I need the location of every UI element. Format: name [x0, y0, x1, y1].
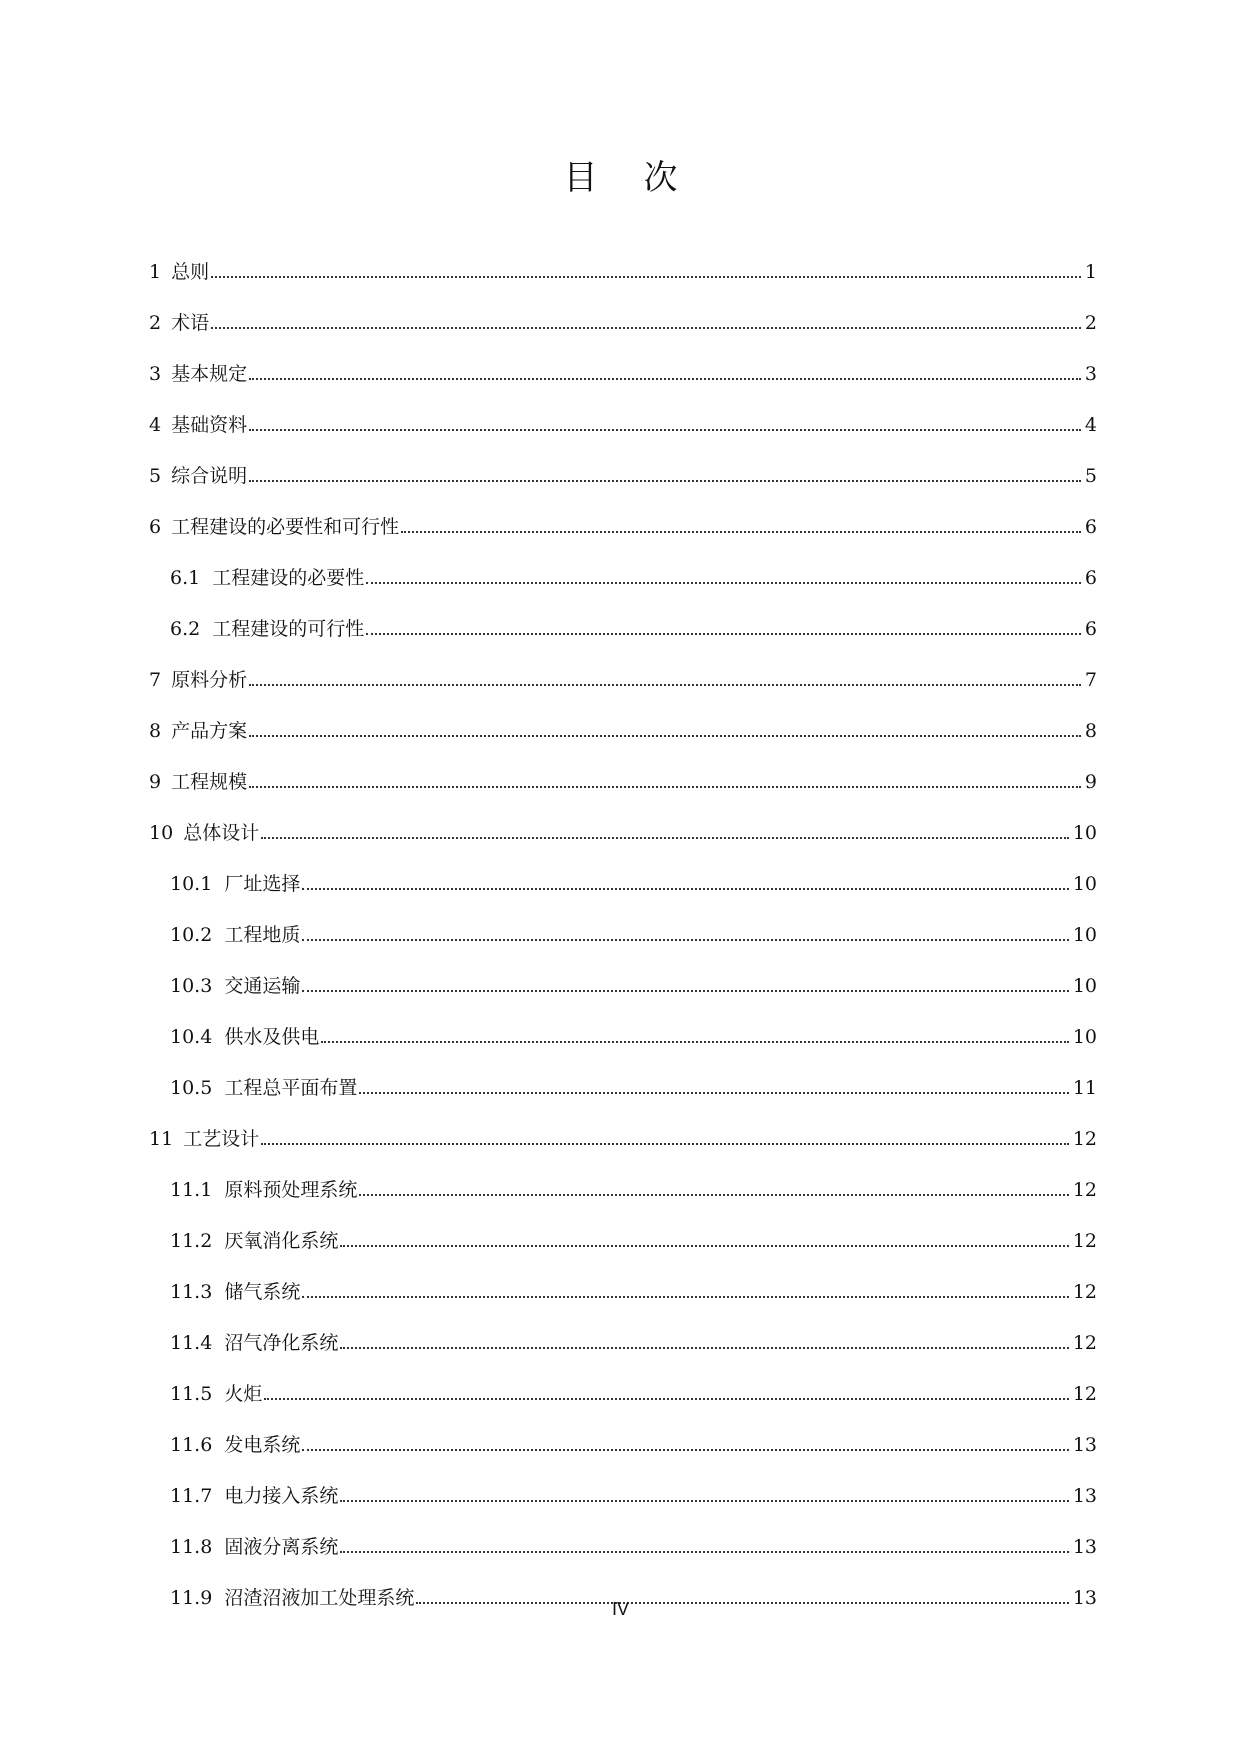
- toc-entry[interactable]: [149, 1048, 1097, 1099]
- toc-dot-leader: [401, 530, 1081, 533]
- toc-entry-title: 原料预处理系统: [224, 1179, 358, 1201]
- toc-dot-leader: [211, 326, 1081, 329]
- toc-entry-page: 10: [1072, 822, 1097, 844]
- toc-entry-number: 11.3: [170, 1281, 213, 1303]
- toc-entry-number: 3: [149, 363, 162, 385]
- toc-entry-title: 总体设计: [183, 822, 260, 844]
- toc-entry-page: 12: [1072, 1332, 1097, 1354]
- toc-entry-page: 12: [1072, 1179, 1097, 1201]
- toc-entry-page: 13: [1072, 1587, 1097, 1609]
- toc-entry-page: 12: [1072, 1281, 1097, 1303]
- toc-entry-number: 11: [149, 1128, 174, 1150]
- toc-entry-page: 6: [1084, 618, 1097, 640]
- toc-entry-title: 术语: [171, 312, 210, 334]
- toc-entry-number: 4: [149, 414, 162, 436]
- toc-entry-page: 10: [1072, 873, 1097, 895]
- toc-entry[interactable]: [149, 895, 1097, 946]
- toc-dot-leader: [340, 1244, 1068, 1247]
- toc-entry-number: 10: [149, 822, 174, 844]
- toc-dot-leader: [264, 1397, 1068, 1400]
- toc-entry-title: 工程规模: [171, 771, 248, 793]
- toc-entry[interactable]: [149, 385, 1097, 436]
- toc-entry-page: 8: [1084, 720, 1097, 742]
- toc-entry-title: 厂址选择: [224, 873, 301, 895]
- toc-entry[interactable]: [149, 1354, 1097, 1405]
- toc-entry-number: 11.4: [170, 1332, 213, 1354]
- toc-entry[interactable]: [149, 1201, 1097, 1252]
- toc-entry[interactable]: [149, 1456, 1097, 1507]
- toc-entry[interactable]: [149, 487, 1097, 538]
- toc-entry-number: 10.1: [170, 873, 213, 895]
- toc-entry-title: 储气系统: [224, 1281, 301, 1303]
- toc-entry-number: 6.2: [170, 618, 201, 640]
- toc-entry-number: 6: [149, 516, 162, 538]
- toc-dot-leader: [302, 887, 1068, 890]
- toc-entry[interactable]: [149, 1099, 1097, 1150]
- toc-entry[interactable]: [149, 1150, 1097, 1201]
- toc-entry-page: 4: [1084, 414, 1097, 436]
- toc-entry[interactable]: [149, 232, 1097, 283]
- toc-entry[interactable]: [149, 1405, 1097, 1456]
- toc-entry-title: 供水及供电: [224, 1026, 320, 1048]
- toc-entry-number: 11.1: [170, 1179, 213, 1201]
- toc-entry-page: 13: [1072, 1485, 1097, 1507]
- toc-entry-page: 3: [1084, 363, 1097, 385]
- toc-dot-leader: [249, 428, 1081, 431]
- toc-dot-leader: [340, 1346, 1068, 1349]
- toc-entry-page: 12: [1072, 1230, 1097, 1252]
- toc-dot-leader: [249, 785, 1081, 788]
- toc-dot-leader: [340, 1550, 1068, 1553]
- toc-entry[interactable]: [149, 844, 1097, 895]
- toc-entry-title: 原料分析: [171, 669, 248, 691]
- toc-entry[interactable]: [149, 1252, 1097, 1303]
- toc-entry[interactable]: [149, 283, 1097, 334]
- toc-entry-number: 10.2: [170, 924, 213, 946]
- toc-dot-leader: [302, 989, 1068, 992]
- toc-entry-title: 工程建设的必要性: [212, 567, 365, 589]
- toc-entry-page: 1: [1084, 261, 1097, 283]
- page-number: IV: [611, 1599, 629, 1619]
- toc-dot-leader: [340, 1499, 1068, 1502]
- toc-entry-title: 基础资料: [171, 414, 248, 436]
- toc-dot-leader: [366, 632, 1081, 635]
- toc-entry-page: 5: [1084, 465, 1097, 487]
- toc-dot-leader: [249, 683, 1081, 686]
- toc-dot-leader: [261, 836, 1069, 839]
- toc-entry-number: 2: [149, 312, 162, 334]
- toc-dot-leader: [359, 1193, 1068, 1196]
- toc-entry[interactable]: [149, 334, 1097, 385]
- toc-entry-number: 5: [149, 465, 162, 487]
- toc-entry[interactable]: [149, 1507, 1097, 1558]
- page-title-char-2: 次: [643, 158, 678, 198]
- toc-entry-number: 7: [149, 669, 162, 691]
- toc-entry-title: 产品方案: [171, 720, 248, 742]
- toc-entry-page: 13: [1072, 1536, 1097, 1558]
- toc-dot-leader: [302, 938, 1068, 941]
- toc-entry[interactable]: [149, 640, 1097, 691]
- toc-entry-page: 7: [1084, 669, 1097, 691]
- toc-entry[interactable]: [149, 436, 1097, 487]
- toc-entry-page: 11: [1072, 1077, 1097, 1099]
- toc-entry-title: 交通运输: [224, 975, 301, 997]
- toc-dot-leader: [366, 581, 1081, 584]
- toc-entry[interactable]: [149, 946, 1097, 997]
- page-title-char-1: 目: [563, 158, 598, 198]
- toc-entry-title: 沼渣沼液加工处理系统: [224, 1587, 415, 1609]
- toc-entry[interactable]: [149, 793, 1097, 844]
- toc-entry-page: 10: [1072, 975, 1097, 997]
- toc-dot-leader: [249, 377, 1081, 380]
- toc-entry-number: 9: [149, 771, 162, 793]
- page-title: [0, 158, 1241, 198]
- toc-entry-title: 工程地质: [224, 924, 301, 946]
- toc-entry-page: 6: [1084, 567, 1097, 589]
- toc-entry-title: 电力接入系统: [224, 1485, 339, 1507]
- toc-dot-leader: [249, 734, 1081, 737]
- toc-entry-page: 9: [1084, 771, 1097, 793]
- toc-dot-leader: [249, 479, 1081, 482]
- toc-entry-number: 11.6: [170, 1434, 213, 1456]
- toc-entry[interactable]: [149, 1303, 1097, 1354]
- toc-entry[interactable]: [149, 742, 1097, 793]
- toc-entry-title: 综合说明: [171, 465, 248, 487]
- toc-entry-number: 11.8: [170, 1536, 213, 1558]
- toc-entry-title: 厌氧消化系统: [224, 1230, 339, 1252]
- toc-entry-page: 12: [1072, 1383, 1097, 1405]
- toc-dot-leader: [211, 275, 1081, 278]
- toc-entry-page: 10: [1072, 1026, 1097, 1048]
- toc-entry-title: 总则: [171, 261, 210, 283]
- toc-dot-leader: [302, 1448, 1068, 1451]
- toc-dot-leader: [359, 1091, 1068, 1094]
- toc-dot-leader: [261, 1142, 1069, 1145]
- toc-entry-title: 工程建设的必要性和可行性: [171, 516, 400, 538]
- toc-entry-title: 工艺设计: [183, 1128, 260, 1150]
- toc-entry[interactable]: [149, 997, 1097, 1048]
- toc-dot-leader: [302, 1295, 1068, 1298]
- toc-entry-page: 13: [1072, 1434, 1097, 1456]
- toc-entry-number: 10.3: [170, 975, 213, 997]
- toc-entry-number: 10.4: [170, 1026, 213, 1048]
- toc-entry-title: 火炬: [224, 1383, 263, 1405]
- toc-entry-title: 工程建设的可行性: [212, 618, 365, 640]
- toc-entry-number: 1: [149, 261, 162, 283]
- toc-entry-page: 6: [1084, 516, 1097, 538]
- toc-dot-leader: [321, 1040, 1068, 1043]
- toc-entry-title: 发电系统: [224, 1434, 301, 1456]
- toc-entry[interactable]: [149, 538, 1097, 589]
- toc-entry-title: 基本规定: [171, 363, 248, 385]
- toc-entry-title: 工程总平面布置: [224, 1077, 358, 1099]
- toc-entry[interactable]: [149, 691, 1097, 742]
- toc-entry-page: 2: [1084, 312, 1097, 334]
- toc-entry-page: 12: [1072, 1128, 1097, 1150]
- toc-entry-title: 沼气净化系统: [224, 1332, 339, 1354]
- table-of-contents: [149, 232, 1097, 1609]
- toc-entry-number: 6.1: [170, 567, 201, 589]
- toc-entry-title: 固液分离系统: [224, 1536, 339, 1558]
- toc-entry-number: 8: [149, 720, 162, 742]
- toc-entry-page: 10: [1072, 924, 1097, 946]
- toc-entry-number: 11.5: [170, 1383, 213, 1405]
- toc-entry[interactable]: [149, 589, 1097, 640]
- toc-entry-number: 10.5: [170, 1077, 213, 1099]
- toc-entry-number: 11.9: [170, 1587, 213, 1609]
- toc-entry-number: 11.7: [170, 1485, 213, 1507]
- toc-entry-number: 11.2: [170, 1230, 213, 1252]
